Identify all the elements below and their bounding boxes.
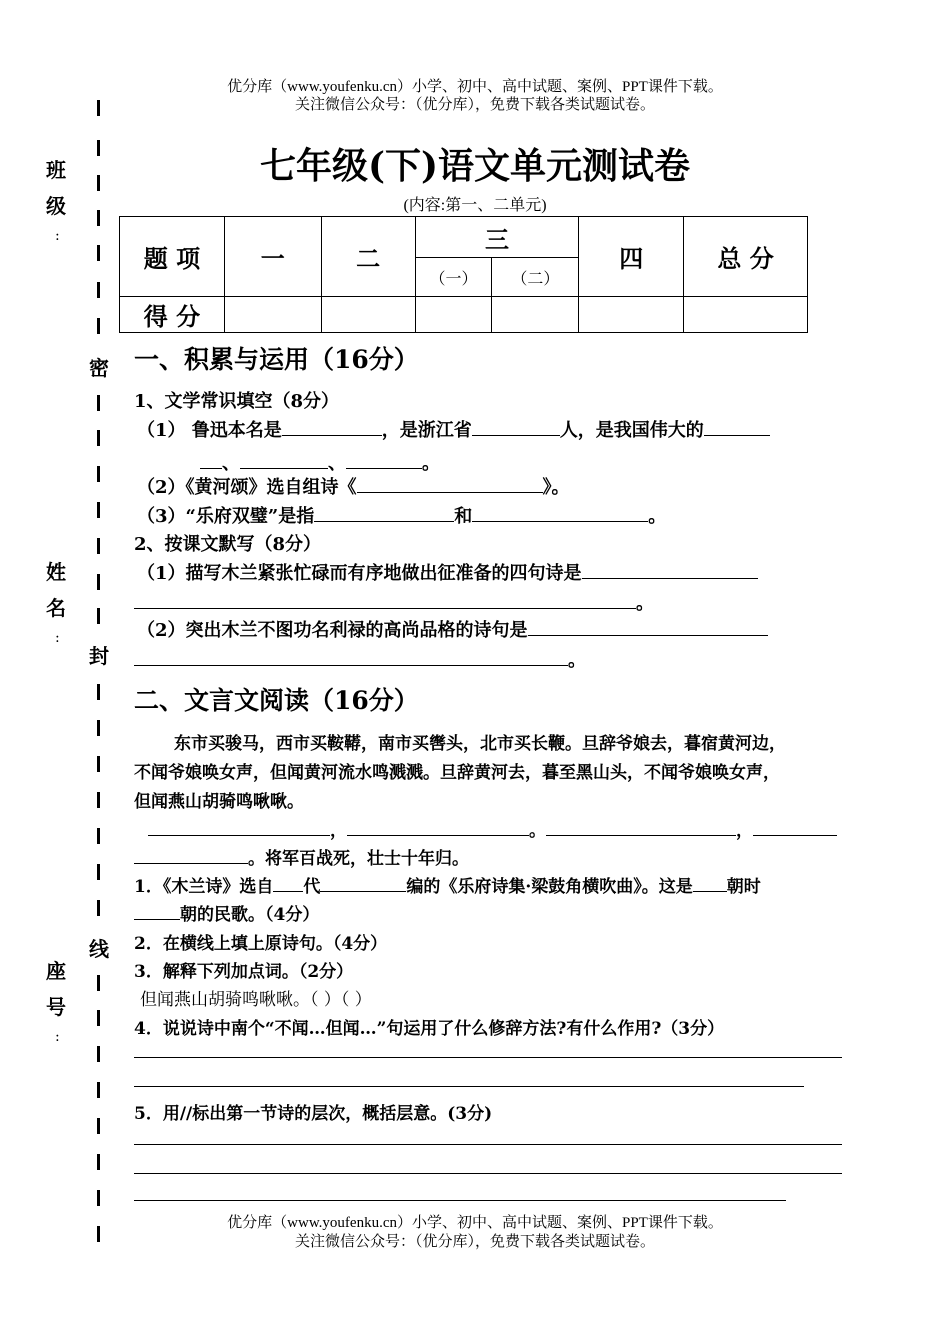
blank-dynasty-1[interactable] bbox=[273, 873, 303, 892]
score-cell-2[interactable] bbox=[321, 297, 415, 333]
seat-label-2: 号 bbox=[46, 995, 66, 1019]
header-line-2: 关注微信公众号：（优分库），免费下载各类试题试卷。 bbox=[294, 97, 655, 113]
blank-title-3[interactable] bbox=[346, 450, 422, 469]
row-label-score: 得 分 bbox=[120, 297, 225, 333]
seal-feng: 封 bbox=[89, 644, 109, 668]
answer-line-q4-2[interactable] bbox=[134, 1086, 804, 1087]
blank-line-d1[interactable] bbox=[753, 817, 837, 836]
passage-blank-line: ， 。 ， bbox=[148, 816, 837, 841]
name-label-2: 名 bbox=[46, 596, 66, 620]
s2-q1-cont: 朝的民歌。（4分） bbox=[134, 900, 319, 925]
s1-q2-2-cont: 。 bbox=[134, 646, 586, 672]
s2-q2: 2．在横线上填上原诗句。（4分） bbox=[134, 934, 388, 954]
blank-real-name[interactable] bbox=[282, 417, 382, 436]
col-3-sub-2: （二） bbox=[492, 258, 579, 297]
answer-line-q5-2[interactable] bbox=[134, 1173, 842, 1174]
blank-hometown[interactable] bbox=[472, 417, 560, 436]
score-cell-4[interactable] bbox=[579, 297, 684, 333]
s2-q3: 3．解释下列加点词。（2分） bbox=[134, 962, 354, 982]
col-total: 总 分 bbox=[684, 217, 808, 297]
s1-q1-1: （1） 鲁迅本名是 ，是浙江省 人，是我国伟大的 bbox=[137, 416, 770, 442]
answer-line-q5-3[interactable] bbox=[134, 1200, 786, 1201]
seal-xian: 线 bbox=[89, 937, 109, 961]
s2-q1: 1．《木兰诗》选自 代 编的《乐府诗集·梁鼓角横吹曲》。这是 朝时 bbox=[134, 872, 761, 897]
col-3: 三 bbox=[415, 217, 579, 258]
blank-dynasty-3[interactable] bbox=[134, 901, 180, 920]
header-line-1: 优分库（www.youfenku.cn）小学、初中、高中试题、案例、PPT课件下载。 bbox=[227, 79, 723, 95]
blank-twin-1[interactable] bbox=[314, 503, 454, 522]
s1-q1-1-cont: 、 、 。 bbox=[200, 449, 440, 475]
s2-q4: 4．说说诗中南个“不闻…但闻…”句运用了什么修辞方法?有什么作用?（3分） bbox=[134, 1019, 725, 1039]
blank-mulan-prep-a[interactable] bbox=[582, 560, 758, 579]
s2-q3-line: 但闻燕山胡骑鸣啾啾。（ ）（ ） bbox=[140, 990, 372, 1010]
section-1-title: 一、积累与运用（16分） bbox=[134, 345, 419, 374]
s1-q1-2: （2）《黄河颂》选自组诗《 》。 bbox=[137, 473, 570, 499]
blank-twin-2[interactable] bbox=[472, 503, 648, 522]
seat-label-1: 座 bbox=[46, 959, 66, 983]
s1-q2-1-cont: 。 bbox=[134, 589, 654, 615]
blank-poem-cycle[interactable] bbox=[357, 474, 543, 493]
blank-mulan-virtue-a[interactable] bbox=[528, 617, 768, 636]
blank-line-d2[interactable] bbox=[134, 845, 248, 864]
page-subtitle: (内容:第一、二单元) bbox=[403, 197, 547, 214]
class-colon: : bbox=[55, 228, 60, 244]
footer-line-2: 关注微信公众号：（优分库），免费下载各类试题试卷。 bbox=[294, 1234, 655, 1250]
class-label-1: 班 bbox=[46, 158, 66, 182]
col-2: 二 bbox=[321, 217, 415, 297]
row-label-items: 题 项 bbox=[120, 217, 225, 297]
passage-line-4: 。将军百战死，壮士十年归。 bbox=[134, 844, 469, 869]
blank-editor[interactable] bbox=[320, 873, 406, 892]
answer-line-q5-1[interactable] bbox=[134, 1144, 842, 1145]
section-2-title: 二、文言文阅读（16分） bbox=[134, 686, 419, 715]
seat-colon: : bbox=[55, 1029, 60, 1045]
footer-line-1: 优分库（www.youfenku.cn）小学、初中、高中试题、案例、PPT课件下载。 bbox=[227, 1215, 723, 1231]
name-label-1: 姓 bbox=[46, 560, 66, 584]
col-1: 一 bbox=[224, 217, 321, 297]
passage-line-3: 但闻燕山胡骑鸣啾啾。 bbox=[134, 792, 304, 812]
score-cell-3a[interactable] bbox=[415, 297, 492, 333]
score-cell-total[interactable] bbox=[684, 297, 808, 333]
s1-q2-2: （2）突出木兰不图功名利禄的高尚品格的诗句是 bbox=[137, 616, 768, 642]
col-3-sub-1: （一） bbox=[415, 258, 492, 297]
seal-mi: 密 bbox=[89, 356, 109, 380]
answer-line-q4-1[interactable] bbox=[134, 1057, 842, 1058]
s1-q1-3: （3）“乐府双璧”是指 和 。 bbox=[137, 502, 666, 528]
page-title: 七年级(下)语文单元测试卷 bbox=[259, 145, 691, 187]
s2-q5: 5．用//标出第一节诗的层次，概括层意。(3分) bbox=[134, 1104, 493, 1124]
blank-line-a[interactable] bbox=[148, 817, 330, 836]
blank-dynasty-2[interactable] bbox=[693, 873, 727, 892]
score-table bbox=[119, 216, 808, 333]
class-label-2: 级 bbox=[46, 194, 66, 218]
blank-title-1b[interactable] bbox=[200, 450, 222, 469]
s1-q2-1: （1）描写木兰紧张忙碌而有序地做出征准备的四句诗是 bbox=[137, 559, 758, 585]
blank-title-2[interactable] bbox=[240, 450, 328, 469]
blank-mulan-virtue-b[interactable] bbox=[134, 647, 568, 666]
s1-q2-title: 2、按课文默写（8分） bbox=[134, 534, 322, 555]
score-cell-1[interactable] bbox=[224, 297, 321, 333]
s1-q1-title: 1、文学常识填空（8分） bbox=[134, 391, 340, 412]
score-cell-3b[interactable] bbox=[492, 297, 579, 333]
blank-mulan-prep-b[interactable] bbox=[134, 590, 636, 609]
passage-line-2: 不闻爷娘唤女声，但闻黄河流水鸣溅溅。旦辞黄河去，暮至黑山头，不闻爷娘唤女声， bbox=[134, 763, 780, 783]
blank-title-1a[interactable] bbox=[704, 417, 770, 436]
blank-line-c[interactable] bbox=[546, 817, 736, 836]
passage-line-1: 东市买骏马，西市买鞍鞯，南市买辔头，北市买长鞭。旦辞爷娘去，暮宿黄河边， bbox=[174, 734, 786, 754]
col-4: 四 bbox=[579, 217, 684, 297]
name-colon: : bbox=[55, 630, 60, 646]
blank-line-b[interactable] bbox=[347, 817, 529, 836]
